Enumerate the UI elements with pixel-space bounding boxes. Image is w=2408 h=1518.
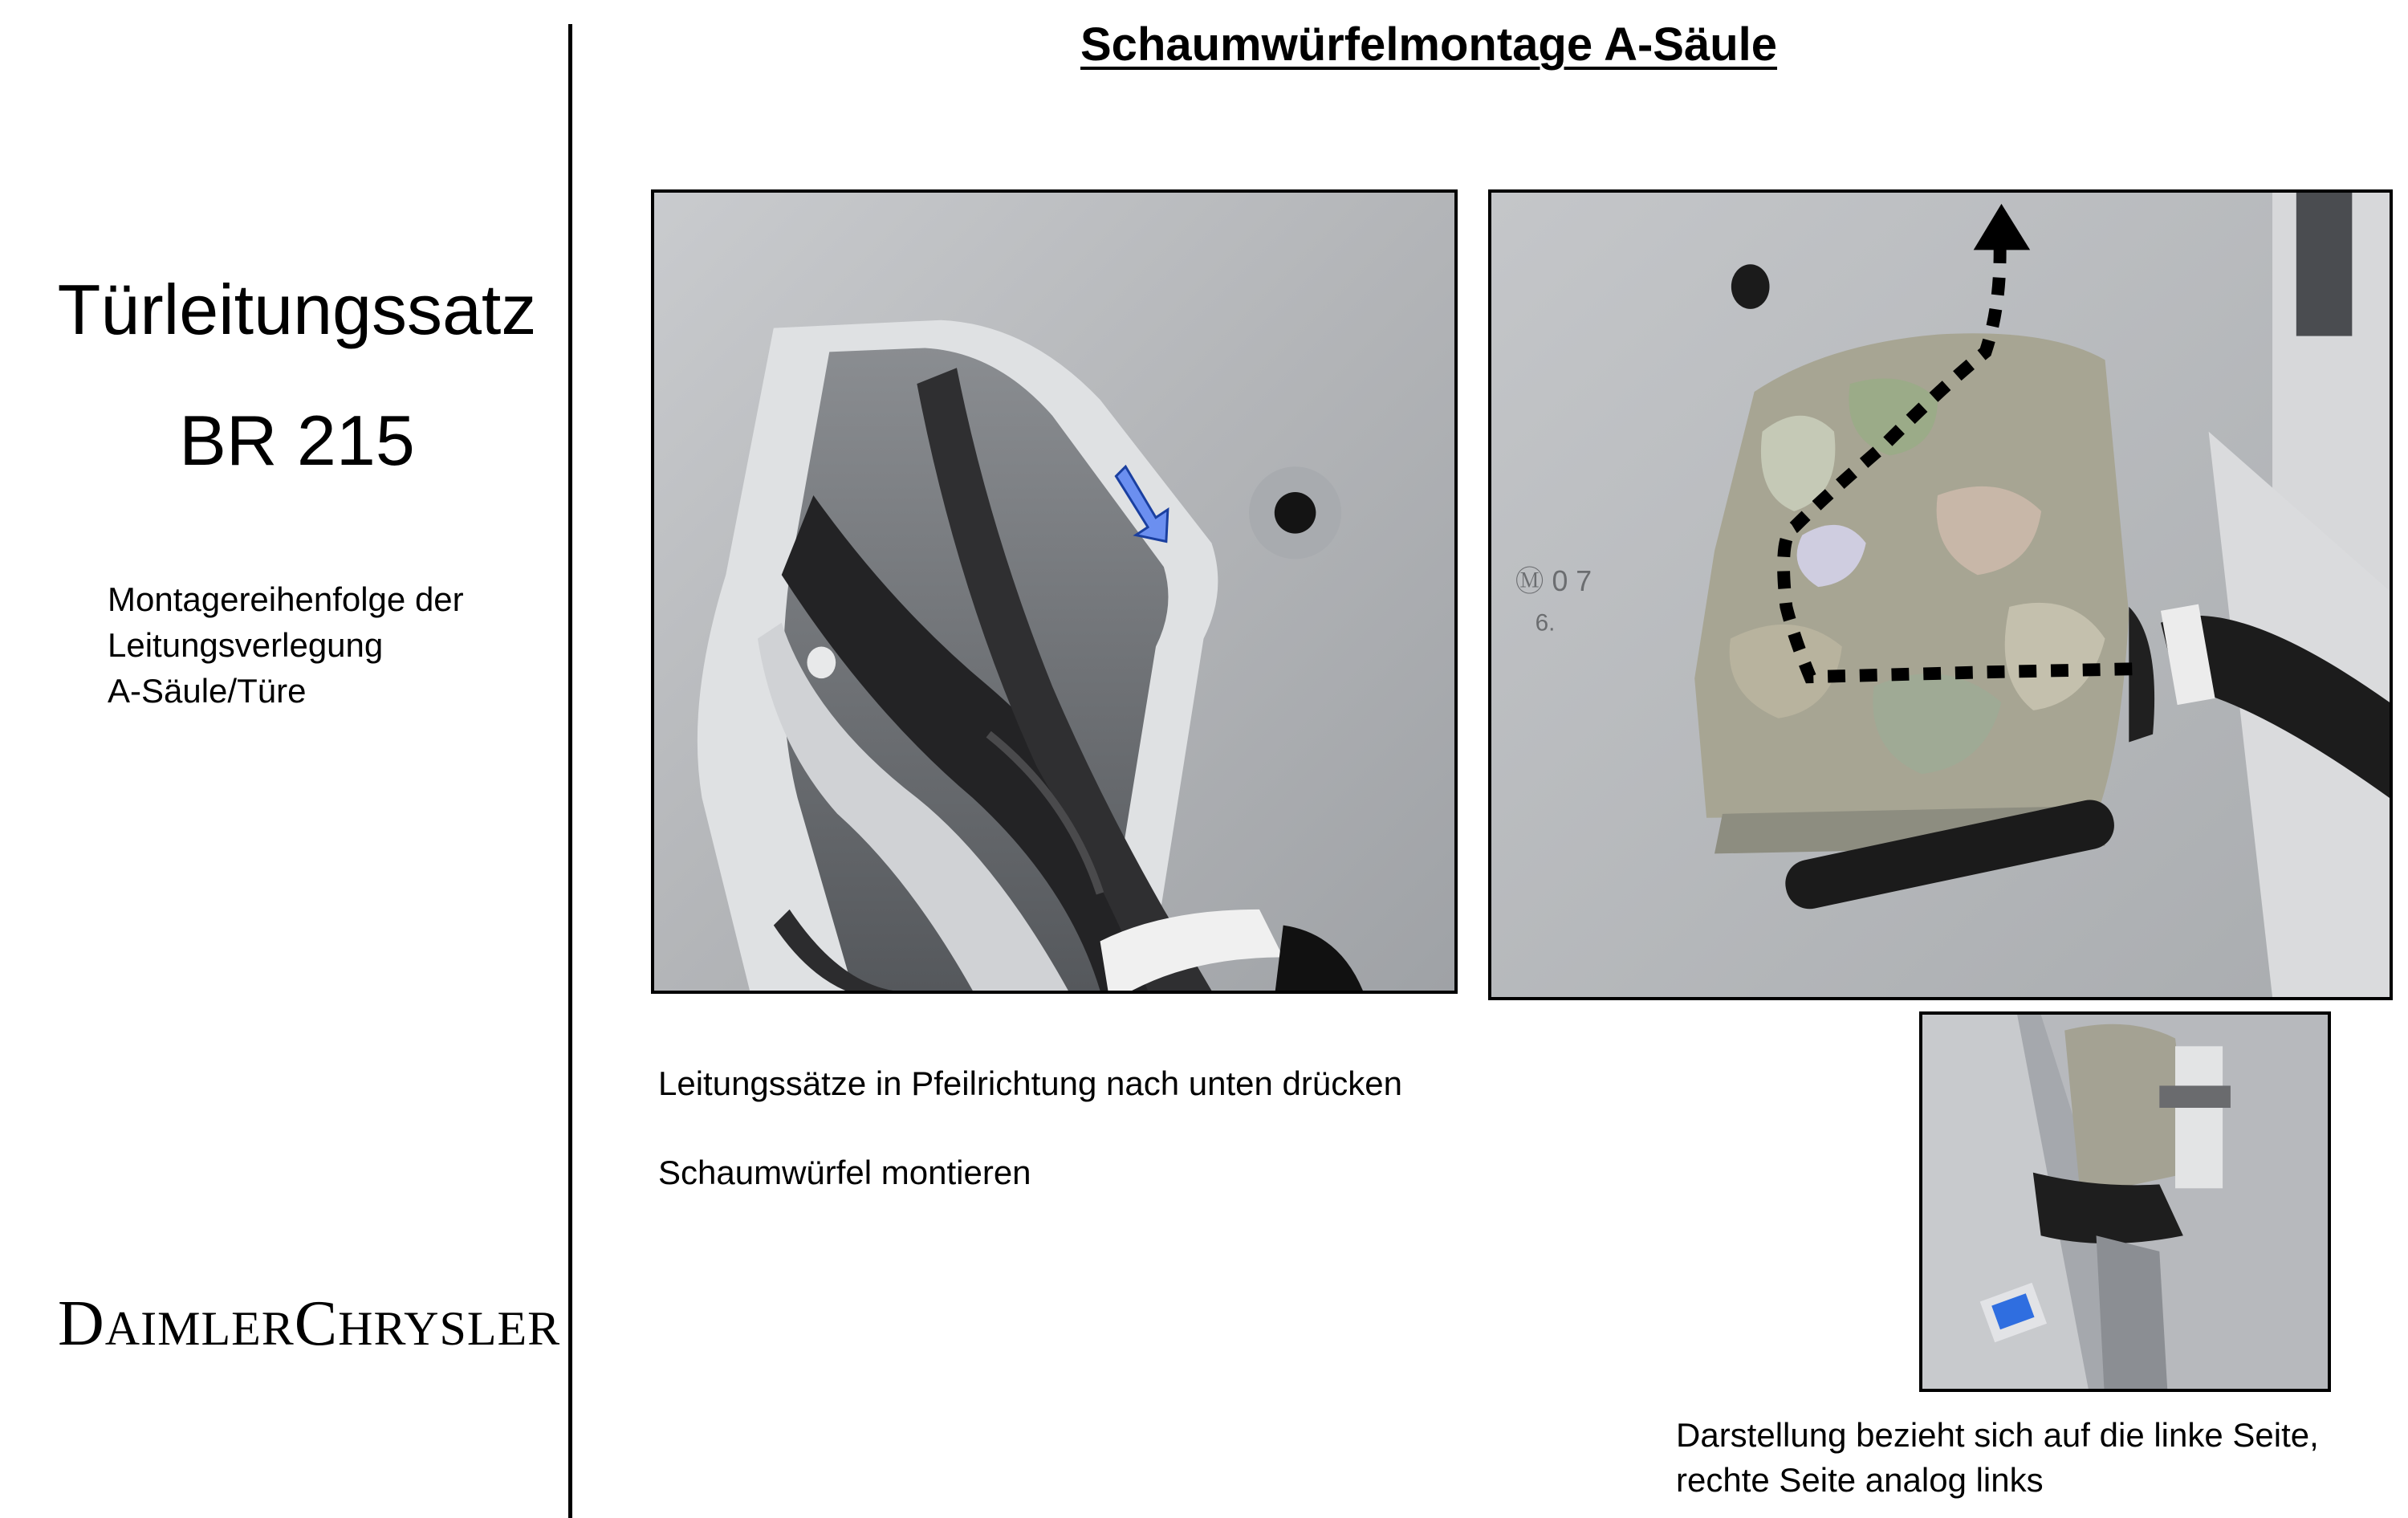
description-line: A-Säule/Türe	[108, 672, 307, 710]
sidebar-heading: Türleitungssatz	[57, 270, 537, 349]
daimlerchrysler-logo: DAIMLERCHRYSLER	[58, 1288, 561, 1359]
description-line: Leitungsverlegung	[108, 626, 384, 664]
note-line: rechte Seite analog links	[1676, 1461, 2044, 1499]
part-mark-2: 6.	[1535, 609, 1556, 637]
caption-note	[1676, 1413, 2319, 1503]
photo-foam-cube	[1488, 189, 2393, 1000]
page-title: Schaumwürfelmontage A-Säule	[1080, 18, 1778, 71]
description-line: Montagereihenfolge der	[108, 580, 464, 618]
model-number: BR 215	[179, 401, 415, 480]
caption-mount-foam: Schaumwürfel montieren	[658, 1154, 1031, 1191]
sidebar-description	[108, 576, 464, 714]
photo-harness-arrow	[651, 189, 1458, 994]
caption-press-down: Leitungssätze in Pfeilrichtung nach unten drücken	[658, 1064, 1402, 1102]
photo-detail-left-side	[1919, 1011, 2331, 1392]
vertical-divider	[568, 24, 572, 1518]
part-mark-1: Ⓜ 0 7	[1515, 565, 1592, 598]
note-line: Darstellung bezieht sich auf die linke Seite,	[1676, 1416, 2319, 1454]
